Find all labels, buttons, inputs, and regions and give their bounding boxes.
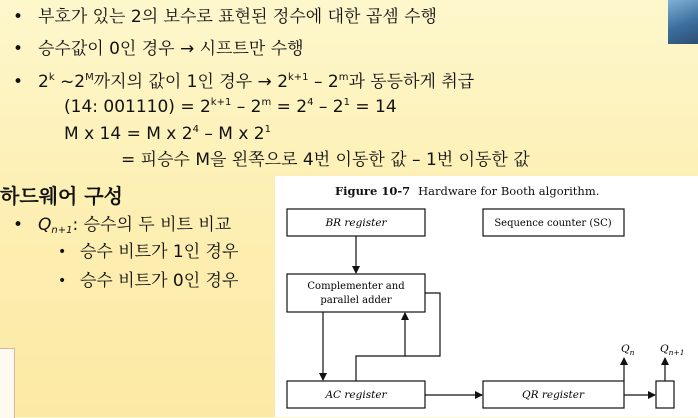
complementer-label-2: parallel adder <box>320 295 392 306</box>
ac-register-label: AC register <box>325 389 387 401</box>
qn1-label: $Q_{n+1}$ <box>660 343 685 357</box>
complementer-box <box>287 274 425 312</box>
arrow-ac-to-adder <box>356 313 405 381</box>
example-line-3: = 피승수 M을 왼쪽으로 4번 이동한 값 – 1번 이동한 값 <box>121 150 530 170</box>
br-register-label: BR register <box>325 217 387 229</box>
figure-title: Figure 10-7 Hardware for Booth algorithm. <box>335 184 600 198</box>
bullet-marker: • <box>13 72 24 92</box>
sequence-counter-label: Sequence counter (SC) <box>494 218 612 229</box>
adder-feedback-line <box>405 293 440 356</box>
complementer-label-1: Complementer and <box>307 281 405 292</box>
bullet-marker: • <box>13 39 24 59</box>
sub-bullet-1: 승수 비트가 1인 경우 <box>80 242 239 262</box>
qn-label: $Q_n$ <box>621 343 635 357</box>
corner-logo <box>668 0 698 44</box>
section-heading: 하드웨어 구성 <box>0 184 123 208</box>
booth-hardware-figure <box>275 176 698 417</box>
left-edge-box <box>0 348 15 418</box>
q-bullet-text: $Q_{n+1}$: 승수의 두 비트 비교 <box>38 215 232 236</box>
qr-register-label: QR register <box>521 389 585 401</box>
bullet-text-3: 2$^k$ $\sim 2^M$까지의 값이 1인 경우 → $2^{k+1} - 2^m$과 동등하게 취급 <box>38 72 475 92</box>
example-line-1: (14: $001110) = 2^{k+1} - 2^m = 2^4 - 2^1 = 14$ <box>64 97 397 117</box>
bullet-marker: • <box>13 7 24 27</box>
bullet-text-2: 승수값이 0인 경우 → 시프트만 수행 <box>38 39 304 59</box>
qn1-flipflop-box <box>656 381 674 408</box>
figure-diagram <box>275 176 698 417</box>
bullet-text-1: 부호가 있는 2의 보수로 표현된 정수에 대한 곱셈 수행 <box>38 7 437 27</box>
bullet-marker: • <box>58 273 67 289</box>
bullet-marker: • <box>58 244 67 260</box>
sub-bullet-2: 승수 비트가 0인 경우 <box>80 271 239 291</box>
example-line-2: M x 14 = M x $2^4$ – M x $2^1$ <box>64 124 271 144</box>
bullet-marker: • <box>13 215 24 235</box>
